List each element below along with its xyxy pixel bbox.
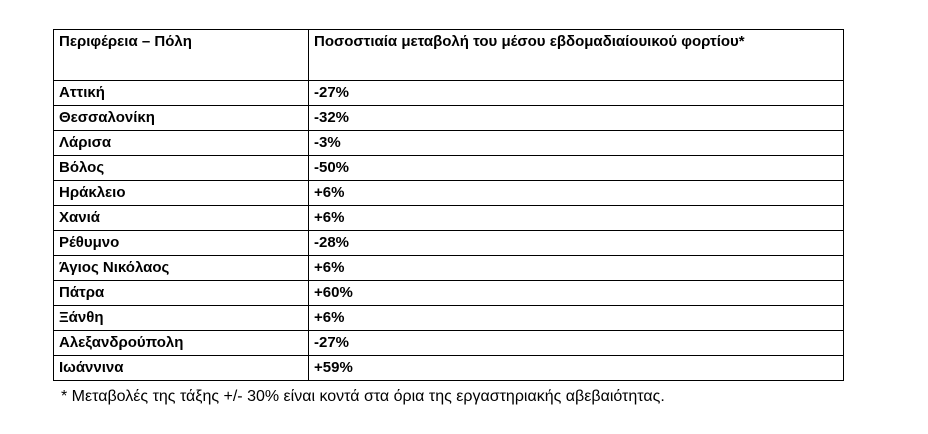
table-row [54,281,844,306]
table-row [54,231,844,256]
city-cell: Ηράκλειο [54,181,309,206]
city-cell: Ιωάννινα [54,356,309,381]
change-cell: +6% [309,256,844,281]
table-row [54,256,844,281]
change-cell: +6% [309,306,844,331]
change-cell: +6% [309,181,844,206]
change-cell: -27% [309,81,844,106]
change-cell: -50% [309,156,844,181]
city-cell: Λάρισα [54,131,309,156]
city-cell: Χανιά [54,206,309,231]
change-cell: +6% [309,206,844,231]
cropped-text-line [0,0,928,8]
change-cell: -27% [309,331,844,356]
table-row [54,81,844,106]
city-cell: Αλεξανδρούπολη [54,331,309,356]
change-cell: +59% [309,356,844,381]
header-percentage-change: Ποσοστιαία μεταβολή του μέσου εβδομαδιαίουικού φορτίου* [309,30,844,81]
table-row [54,106,844,131]
table-row [54,206,844,231]
table-row [54,331,844,356]
table-row [54,306,844,331]
table-row [54,356,844,381]
change-cell: -28% [309,231,844,256]
viral-load-change-table [53,29,844,381]
table-row [54,181,844,206]
city-cell: Θεσσαλονίκη [54,106,309,131]
city-cell: Πάτρα [54,281,309,306]
change-cell: +60% [309,281,844,306]
table-footnote: * Μεταβολές της τάξης +/- 30% είναι κοντά στα όρια της εργαστηριακής αβεβαιότητας. [61,388,665,405]
city-cell: Ξάνθη [54,306,309,331]
table-header-row [54,30,844,81]
change-cell: -32% [309,106,844,131]
table-row [54,131,844,156]
table-row [54,156,844,181]
header-region-city: Περιφέρεια – Πόλη [54,30,309,81]
city-cell: Αττική [54,81,309,106]
change-cell: -3% [309,131,844,156]
city-cell: Ρέθυμνο [54,231,309,256]
city-cell: Άγιος Νικόλαος [54,256,309,281]
city-cell: Βόλος [54,156,309,181]
